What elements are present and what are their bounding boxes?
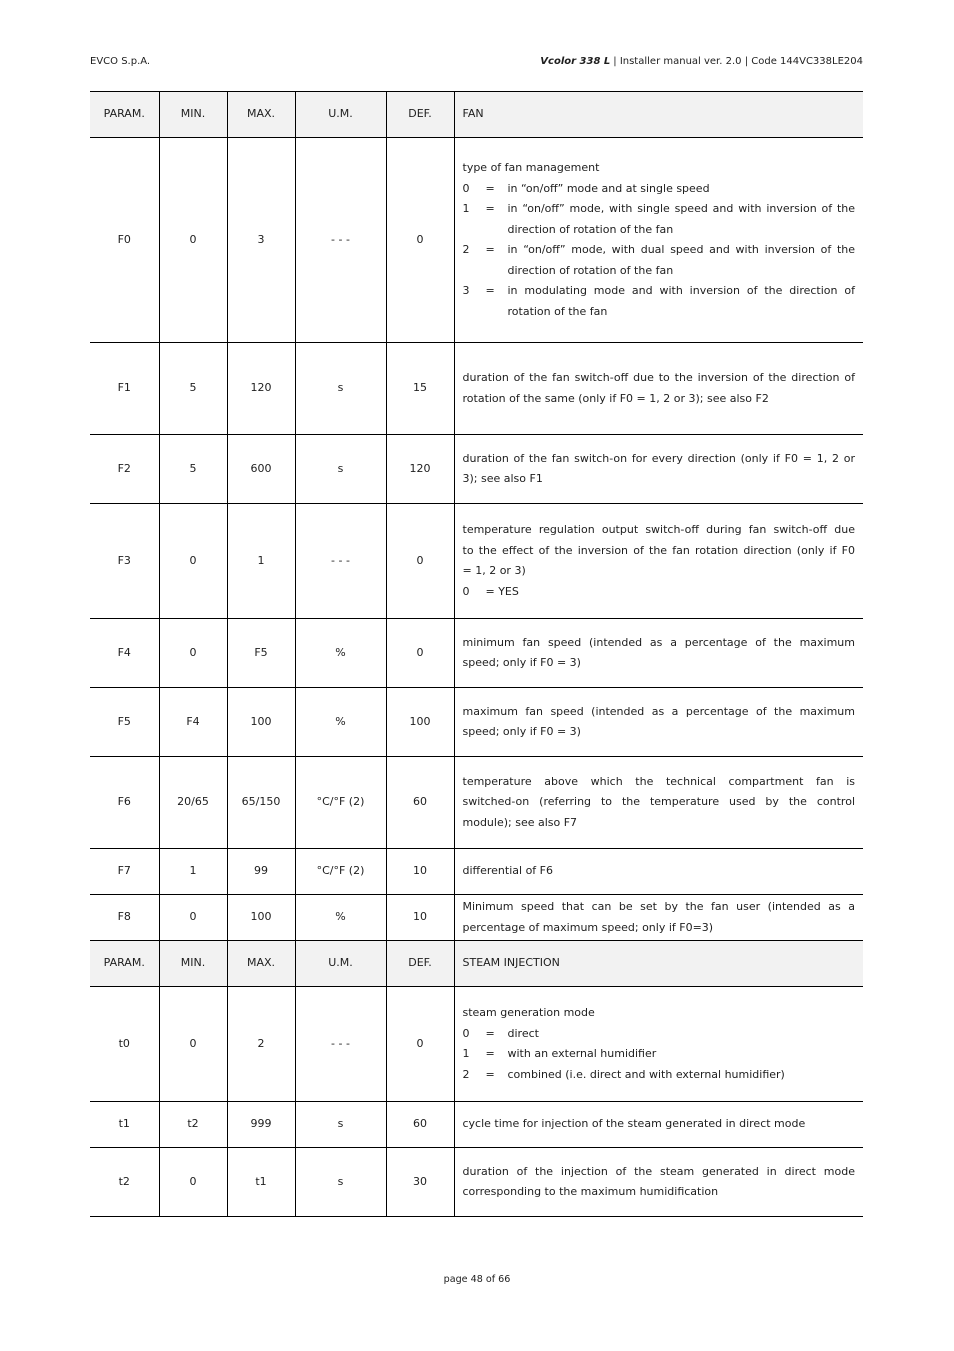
- description: [454, 138, 863, 343]
- unit-value: - - -: [295, 138, 386, 343]
- description-line: duration of the fan switch-on for every direction (only if F0 = 1, 2 or: [462, 451, 855, 465]
- unit-value: %: [295, 619, 386, 688]
- option-sign: =: [485, 181, 495, 195]
- min-value: t2: [159, 1102, 227, 1148]
- description: [454, 757, 863, 849]
- description-line: steam generation mode: [462, 1006, 595, 1019]
- max-value: 2: [227, 987, 295, 1102]
- option-line: combined (i.e. direct and with external humidifier): [507, 1067, 785, 1081]
- column-header-param: PARAM.: [90, 92, 159, 138]
- unit-value: °C/°F (2): [295, 849, 386, 895]
- min-value: F4: [159, 688, 227, 757]
- column-header-param: PARAM.: [90, 941, 159, 987]
- param-row-f8: [90, 895, 863, 941]
- max-value: 3: [227, 138, 295, 343]
- param-code: t1: [90, 1102, 159, 1148]
- description-line: percentage of maximum speed; only if F0=3): [462, 920, 714, 934]
- min-value: 20/65: [159, 757, 227, 849]
- param-row-f4: [90, 619, 863, 688]
- option-line: rotation of the fan: [507, 304, 608, 318]
- param-row-f0: [90, 138, 863, 343]
- param-row-f6: [90, 757, 863, 849]
- option-number: 0: [462, 584, 470, 598]
- column-header-max: MAX.: [227, 941, 295, 987]
- unit-value: s: [295, 1102, 386, 1148]
- description-line: temperature regulation output switch-off during fan switch-off due: [462, 523, 855, 536]
- description: [454, 849, 863, 895]
- description: [454, 435, 863, 504]
- unit-value: %: [295, 688, 386, 757]
- option-sign: =: [485, 1047, 495, 1060]
- min-value: 0: [159, 987, 227, 1102]
- param-code: F8: [90, 895, 159, 941]
- max-value: 1: [227, 504, 295, 619]
- description-line: duration of the injection of the steam generated in direct mode: [462, 1164, 855, 1178]
- document-info: | Installer manual ver. 2.0 | Code 144VC338LE204: [613, 56, 863, 67]
- section-header-row-fan: [90, 92, 863, 138]
- section-header-row-steam-injection: [90, 941, 863, 987]
- product-name: Vcolor 338 L: [540, 56, 611, 67]
- max-value: 99: [227, 849, 295, 895]
- min-value: 0: [159, 1148, 227, 1217]
- description: [454, 1102, 863, 1148]
- option-number: 1: [462, 1047, 470, 1060]
- option-line: direction of rotation of the fan: [507, 222, 674, 236]
- default-value: 60: [386, 1102, 454, 1148]
- option-item: [463, 1044, 856, 1065]
- column-header-default: DEF.: [386, 941, 454, 987]
- param-code: t0: [90, 987, 159, 1102]
- option-item: [463, 1024, 856, 1045]
- option-line: direct: [507, 1026, 539, 1040]
- option-sign: =: [485, 243, 495, 256]
- description-line: switched-on (referring to the temperature used by the control: [462, 795, 855, 809]
- option-number: 0: [462, 1026, 470, 1040]
- param-code: F0: [90, 138, 159, 343]
- option-sign: =: [485, 1067, 495, 1081]
- max-value: t1: [227, 1148, 295, 1217]
- description: [454, 987, 863, 1102]
- min-value: 0: [159, 504, 227, 619]
- param-code: F4: [90, 619, 159, 688]
- column-header-default: DEF.: [386, 92, 454, 138]
- default-value: 0: [386, 504, 454, 619]
- max-value: 120: [227, 343, 295, 435]
- default-value: 10: [386, 895, 454, 941]
- option-sign: =: [485, 284, 495, 297]
- default-value: 10: [386, 849, 454, 895]
- param-code: t2: [90, 1148, 159, 1217]
- description-line: type of fan management: [462, 161, 600, 174]
- option-sign: =: [485, 1026, 495, 1040]
- max-value: F5: [227, 619, 295, 688]
- page-number: page 48 of 66: [443, 1274, 511, 1285]
- description-line: minimum fan speed (intended as a percentage of the maximum: [462, 635, 855, 649]
- option-number: 3: [462, 284, 470, 297]
- description: [454, 619, 863, 688]
- default-value: 15: [386, 343, 454, 435]
- description-line: maximum fan speed (intended as a percentage of the maximum: [462, 704, 855, 718]
- min-value: 0: [159, 619, 227, 688]
- param-code: F7: [90, 849, 159, 895]
- unit-value: - - -: [295, 987, 386, 1102]
- max-value: 600: [227, 435, 295, 504]
- parameters-table: [90, 91, 863, 1217]
- column-header-unit: U.M.: [295, 92, 386, 138]
- option-item: [463, 281, 856, 322]
- min-value: 5: [159, 435, 227, 504]
- option-line: with an external humidifier: [507, 1047, 657, 1060]
- param-row-f2: [90, 435, 863, 504]
- default-value: 0: [386, 619, 454, 688]
- description-line: rotation of the same (only if F0 = 1, 2 or 3); see also F2: [462, 391, 769, 405]
- param-code: F2: [90, 435, 159, 504]
- max-value: 999: [227, 1102, 295, 1148]
- default-value: 60: [386, 757, 454, 849]
- description-line: = 1, 2 or 3): [462, 564, 526, 577]
- param-code: F1: [90, 343, 159, 435]
- default-value: 120: [386, 435, 454, 504]
- description-line: temperature above which the technical compartment fan is: [462, 774, 855, 788]
- default-value: 0: [386, 138, 454, 343]
- description-line: to the effect of the inversion of the fan rotation direction (only if F0: [462, 543, 855, 557]
- param-code: F6: [90, 757, 159, 849]
- option-line: in “on/off” mode, with dual speed and with inversion of the: [507, 243, 855, 256]
- description: [454, 343, 863, 435]
- column-header-max: MAX.: [227, 92, 295, 138]
- max-value: 100: [227, 895, 295, 941]
- param-row-f7: [90, 849, 863, 895]
- max-value: 65/150: [227, 757, 295, 849]
- description-line: module); see also F7: [462, 815, 578, 829]
- param-row-t0: [90, 987, 863, 1102]
- description: [454, 895, 863, 941]
- description-line: Minimum speed that can be set by the fan user (intended as a: [462, 900, 855, 913]
- option-line: direction of rotation of the fan: [507, 263, 674, 277]
- unit-value: %: [295, 895, 386, 941]
- company-name: EVCO S.p.A.: [90, 56, 151, 67]
- description-line: 3); see also F1: [462, 472, 543, 485]
- option-sign: =: [485, 202, 495, 215]
- param-row-f1: [90, 343, 863, 435]
- unit-value: s: [295, 435, 386, 504]
- description-line: differential of F6: [462, 864, 553, 878]
- description-line: duration of the fan switch-off due to the inversion of the direction of: [462, 371, 855, 384]
- description: [454, 688, 863, 757]
- max-value: 100: [227, 688, 295, 757]
- description-line: speed; only if F0 = 3): [462, 725, 581, 738]
- option-line: in “on/off” mode and at single speed: [507, 181, 710, 195]
- option-number: 1: [462, 202, 470, 215]
- option-item: [463, 199, 856, 240]
- option-item: [463, 240, 856, 281]
- column-header-min: MIN.: [159, 941, 227, 987]
- option-text: = YES: [485, 584, 519, 598]
- section-title: STEAM INJECTION: [454, 941, 863, 987]
- default-value: 30: [386, 1148, 454, 1217]
- min-value: 0: [159, 138, 227, 343]
- param-row-f3: [90, 504, 863, 619]
- option-item: [463, 1065, 856, 1086]
- column-header-min: MIN.: [159, 92, 227, 138]
- unit-value: - - -: [295, 504, 386, 619]
- description: [454, 1148, 863, 1217]
- option-number: 2: [462, 1067, 470, 1081]
- description-line: speed; only if F0 = 3): [462, 656, 581, 669]
- unit-value: °C/°F (2): [295, 757, 386, 849]
- description-line: cycle time for injection of the steam generated in direct mode: [462, 1117, 806, 1131]
- description: [454, 504, 863, 619]
- unit-value: s: [295, 1148, 386, 1217]
- param-row-t2: [90, 1148, 863, 1217]
- param-code: F3: [90, 504, 159, 619]
- column-header-unit: U.M.: [295, 941, 386, 987]
- document-header: [540, 56, 863, 68]
- option-number: 0: [462, 181, 470, 195]
- min-value: 5: [159, 343, 227, 435]
- param-code: F5: [90, 688, 159, 757]
- default-value: 0: [386, 987, 454, 1102]
- option-item: [463, 179, 856, 200]
- unit-value: s: [295, 343, 386, 435]
- option-number: 2: [462, 243, 470, 256]
- default-value: 100: [386, 688, 454, 757]
- option-item: [463, 582, 856, 603]
- param-row-t1: [90, 1102, 863, 1148]
- option-line: in “on/off” mode, with single speed and with inversion of the: [507, 202, 855, 215]
- min-value: 0: [159, 895, 227, 941]
- description-line: corresponding to the maximum humidification: [462, 1185, 719, 1198]
- min-value: 1: [159, 849, 227, 895]
- param-row-f5: [90, 688, 863, 757]
- section-title: FAN: [454, 92, 863, 138]
- option-line: in modulating mode and with inversion of the direction of: [507, 284, 855, 297]
